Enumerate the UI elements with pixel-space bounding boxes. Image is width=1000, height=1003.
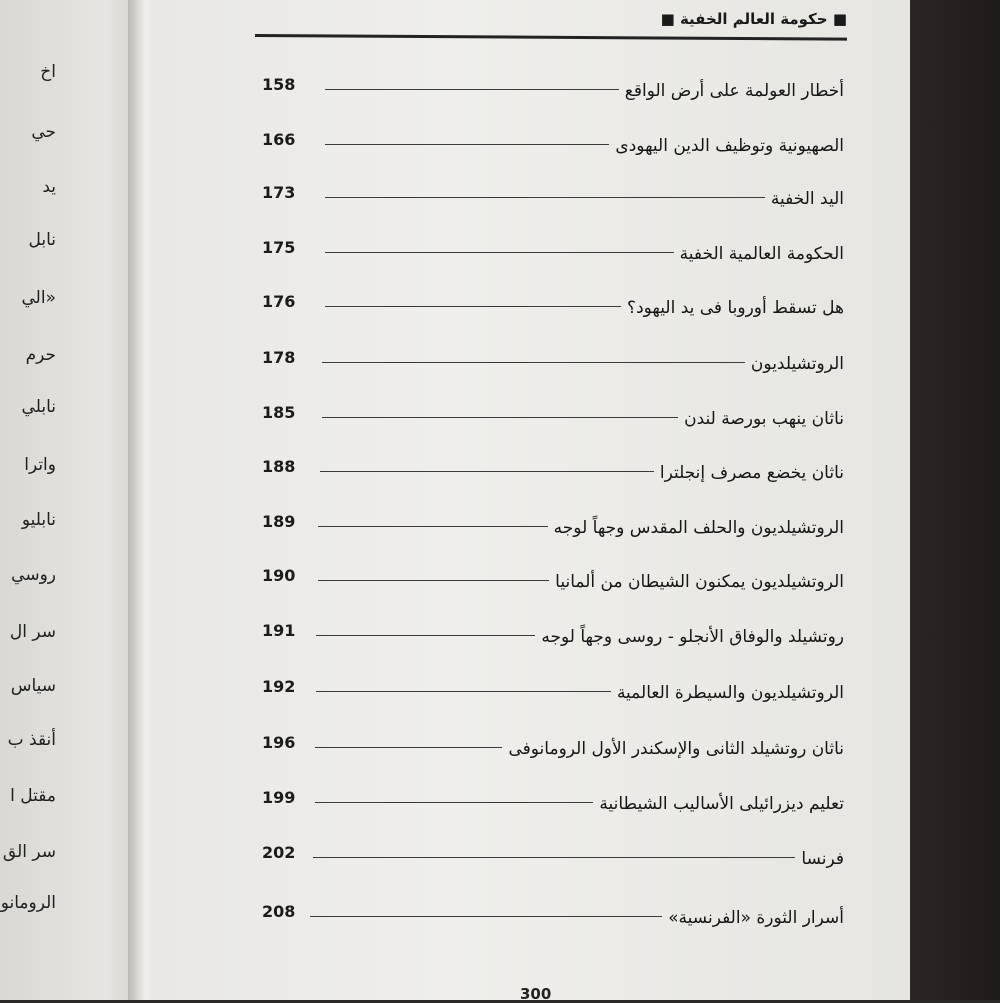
toc-entry-title: الروتشيلديون والحلف المقدس وجهاً لوجه — [553, 518, 844, 538]
toc-entry-title: هل تسقط أوروبا فى يد اليهود؟ — [627, 298, 844, 318]
toc-entry — [0, 457, 1000, 491]
left-page-text-fragment: روسي — [11, 565, 56, 585]
left-page-text-fragment: نابلي — [21, 397, 56, 417]
left-page-text-fragment: واترا — [24, 455, 56, 475]
toc-page-number: 189 — [262, 512, 296, 531]
left-page-text-fragment: أنقذ ب — [7, 730, 56, 750]
toc-page-number: 178 — [262, 348, 296, 367]
toc-page-number: 185 — [262, 403, 296, 422]
toc-entry — [0, 348, 1000, 382]
toc-leader-line — [325, 252, 674, 253]
toc-entry-title: أخطار العولمة على أرض الواقع — [624, 81, 844, 101]
left-page-text-fragment: الرومانو — [0, 893, 56, 913]
toc-leader-line — [325, 89, 619, 90]
left-page-text-fragment: حي — [31, 122, 56, 142]
running-head — [255, 10, 847, 40]
toc-page-number: 158 — [262, 75, 296, 94]
toc-entry — [0, 788, 1000, 822]
toc-page-number: 188 — [262, 457, 296, 476]
toc-entry-title: ناثان ينهب بورصة لندن — [684, 409, 844, 429]
left-page-text-fragment: سر الق — [2, 842, 56, 862]
toc-leader-line — [325, 306, 621, 307]
toc-entry — [0, 621, 1000, 655]
toc-leader-line — [325, 144, 609, 145]
left-page-text-fragment: مقتل ا — [10, 786, 56, 806]
left-page-text-fragment: نابليو — [21, 510, 56, 530]
toc-page-number: 196 — [262, 733, 296, 752]
toc-entry-title: روتشيلد والوفاق الأنجلو - روسى وجهاً لوجه — [541, 627, 844, 647]
toc-leader-line — [318, 580, 549, 581]
toc-leader-line — [320, 471, 654, 472]
toc-entry — [0, 130, 1000, 164]
toc-leader-line — [322, 362, 745, 363]
toc-page-number: 202 — [262, 843, 296, 862]
toc-page-number: 175 — [262, 238, 296, 257]
toc-entry-title: أسرار الثورة «الفرنسية» — [668, 908, 844, 928]
toc-entry-title: فرنسا — [801, 849, 844, 869]
left-page-text-fragment: اخ — [40, 62, 56, 82]
running-head-title: ■ حكومة العالم الخفية ■ — [660, 10, 847, 28]
toc-entry-title: الروتشيلديون والسيطرة العالمية — [616, 683, 844, 703]
toc-leader-line — [318, 526, 548, 527]
toc-entry-title: الروتشيلديون — [750, 354, 844, 374]
toc-page-number: 191 — [262, 621, 296, 640]
toc-entry — [0, 733, 1000, 767]
toc-entry-title: الروتشيلديون يمكنون الشيطان من ألمانيا — [555, 572, 844, 592]
toc-leader-line — [315, 802, 593, 803]
toc-page-number: 176 — [262, 292, 296, 311]
toc-entry-title: ناثان يخضع مصرف إنجلترا — [659, 463, 844, 483]
page-number: 300 — [520, 985, 552, 1003]
left-page-text-fragment: سر ال — [9, 622, 56, 642]
running-head-rule — [255, 34, 847, 41]
toc-page-number: 190 — [262, 566, 296, 585]
toc-entry — [0, 292, 1000, 326]
toc-entry — [0, 566, 1000, 600]
toc-leader-line — [310, 916, 662, 917]
left-page-text-fragment: حرم — [25, 345, 56, 365]
toc-entry-title: تعليم ديزرائيلى الأساليب الشيطانية — [599, 794, 844, 814]
toc-entry — [0, 238, 1000, 272]
toc-entry-title: اليد الخفية — [770, 189, 844, 209]
toc-page-number: 192 — [262, 677, 296, 696]
left-page-text-fragment: يد — [42, 177, 56, 197]
toc-entry — [0, 183, 1000, 217]
toc-page-number: 208 — [262, 902, 296, 921]
toc-page-number: 166 — [262, 130, 296, 149]
toc-leader-line — [316, 691, 611, 692]
toc-leader-line — [316, 635, 535, 636]
toc-entry-title: الصهيونية وتوظيف الدين اليهودى — [615, 136, 844, 156]
toc-page-number: 199 — [262, 788, 296, 807]
toc-leader-line — [315, 747, 502, 748]
left-page-text-fragment: نابل — [28, 230, 56, 250]
left-page-text-fragment: سياس — [10, 676, 56, 696]
toc-leader-line — [325, 197, 765, 198]
toc-entry — [0, 843, 1000, 877]
toc-entry — [0, 403, 1000, 437]
toc-entry — [0, 75, 1000, 109]
toc-entry-title: ناثان روتشيلد الثانى والإسكندر الأول الرومانوفى — [508, 739, 844, 759]
left-page-text-fragment: «الي — [21, 288, 56, 308]
toc-entry-title: الحكومة العالمية الخفية — [679, 244, 844, 264]
toc-page-number: 173 — [262, 183, 296, 202]
toc-entry — [0, 677, 1000, 711]
toc-leader-line — [313, 857, 795, 858]
toc-entry — [0, 902, 1000, 936]
toc-entry — [0, 512, 1000, 546]
toc-leader-line — [322, 417, 678, 418]
